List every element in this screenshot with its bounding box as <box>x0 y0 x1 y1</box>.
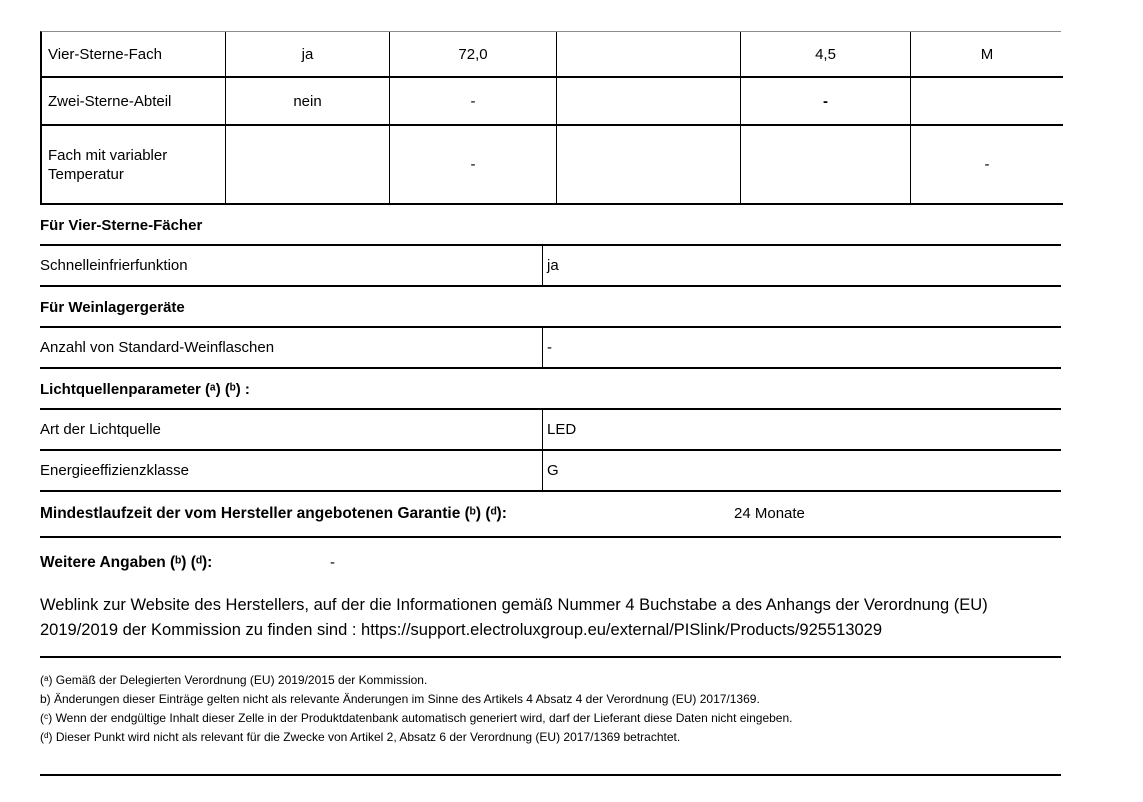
additional-info-row <box>40 538 1061 576</box>
row-label: Schnelleinfrierfunktion <box>40 246 543 285</box>
row-label: Art der Lichtquelle <box>40 410 543 449</box>
additional-info-label: Weitere Angaben (ᵇ) (ᵈ): <box>40 554 213 571</box>
datasheet-content <box>40 31 1061 776</box>
footnotes <box>40 671 1061 747</box>
compartment-cell: - <box>910 126 1063 205</box>
compartment-cell <box>740 126 910 205</box>
section-heading-wine-storage: Für Weinlagergeräte <box>40 287 1061 328</box>
section-heading-light-source: Lichtquellenparameter (ᵃ) (ᵇ) : <box>40 369 1061 410</box>
compartment-cell: - <box>389 78 556 126</box>
additional-info-value: - <box>330 554 335 571</box>
compartment-cell: M <box>910 32 1063 78</box>
footnote-b: b) Änderungen dieser Einträge gelten nicht als relevante Änderungen im Sinne des Artikels 4 Absatz 4 der Verordnung (EU) 2017/1369. <box>40 692 760 706</box>
compartment-cell <box>225 126 389 205</box>
weblink-paragraph <box>40 593 1061 643</box>
bottom-divider <box>40 774 1061 776</box>
footnote-c: (ᶜ) Wenn der endgültige Inhalt dieser Zelle in der Produktdatenbank automatisch generiert wird, darf der Lieferant diese Daten nicht eingeben. <box>40 711 793 725</box>
compartment-cell <box>556 126 740 205</box>
divider <box>40 656 1061 658</box>
warranty-value: 24 Monate <box>734 505 805 522</box>
row-value: - <box>547 339 552 356</box>
footnote-d: (ᵈ) Dieser Punkt wird nicht als relevant für die Zwecke von Artikel 2, Absatz 6 der Verordnung (EU) 2017/1369 betrachtet. <box>40 730 681 744</box>
compartment-row-label: Fach mit variabler Temperatur <box>42 126 225 205</box>
compartment-cell: ja <box>225 32 389 78</box>
warranty-label: Mindestlaufzeit der vom Hersteller angebotenen Garantie (ᵇ) (ᵈ): <box>40 505 507 522</box>
row-value: G <box>547 462 559 479</box>
table-row <box>40 328 1061 369</box>
compartment-row-label: Vier-Sterne-Fach <box>42 32 225 78</box>
warranty-row <box>40 492 1061 538</box>
table-row <box>40 451 1061 492</box>
row-value: ja <box>547 257 559 274</box>
compartment-cell: 72,0 <box>389 32 556 78</box>
compartment-table <box>40 31 1061 205</box>
table-row <box>40 410 1061 451</box>
section-heading-four-star: Für Vier-Sterne-Fächer <box>40 205 1061 246</box>
manufacturer-weblink[interactable]: https://support.electroluxgroup.eu/external/PISlink/Products/925513029 <box>361 621 883 639</box>
compartment-cell: 4,5 <box>740 32 910 78</box>
row-label: Anzahl von Standard-Weinflaschen <box>40 328 543 367</box>
row-label: Energieeffizienzklasse <box>40 451 543 490</box>
table-row <box>40 246 1061 287</box>
row-value: LED <box>547 421 577 438</box>
compartment-cell: - <box>740 78 910 126</box>
weblink-text: Weblink zur Website des Herstellers, auf der die Informationen gemäß Nummer 4 Buchstabe a des Anhangs der Verordnung (EU) 2019/2019 der Kommission zu finden sind : <box>40 596 988 639</box>
compartment-cell: - <box>389 126 556 205</box>
compartment-cell <box>556 32 740 78</box>
compartment-cell <box>910 78 1063 126</box>
footnote-a: (ᵃ) Gemäß der Delegierten Verordnung (EU) 2019/2015 der Kommission. <box>40 673 428 687</box>
compartment-row-label: Zwei-Sterne-Abteil <box>42 78 225 126</box>
compartment-cell: nein <box>225 78 389 126</box>
compartment-cell <box>556 78 740 126</box>
